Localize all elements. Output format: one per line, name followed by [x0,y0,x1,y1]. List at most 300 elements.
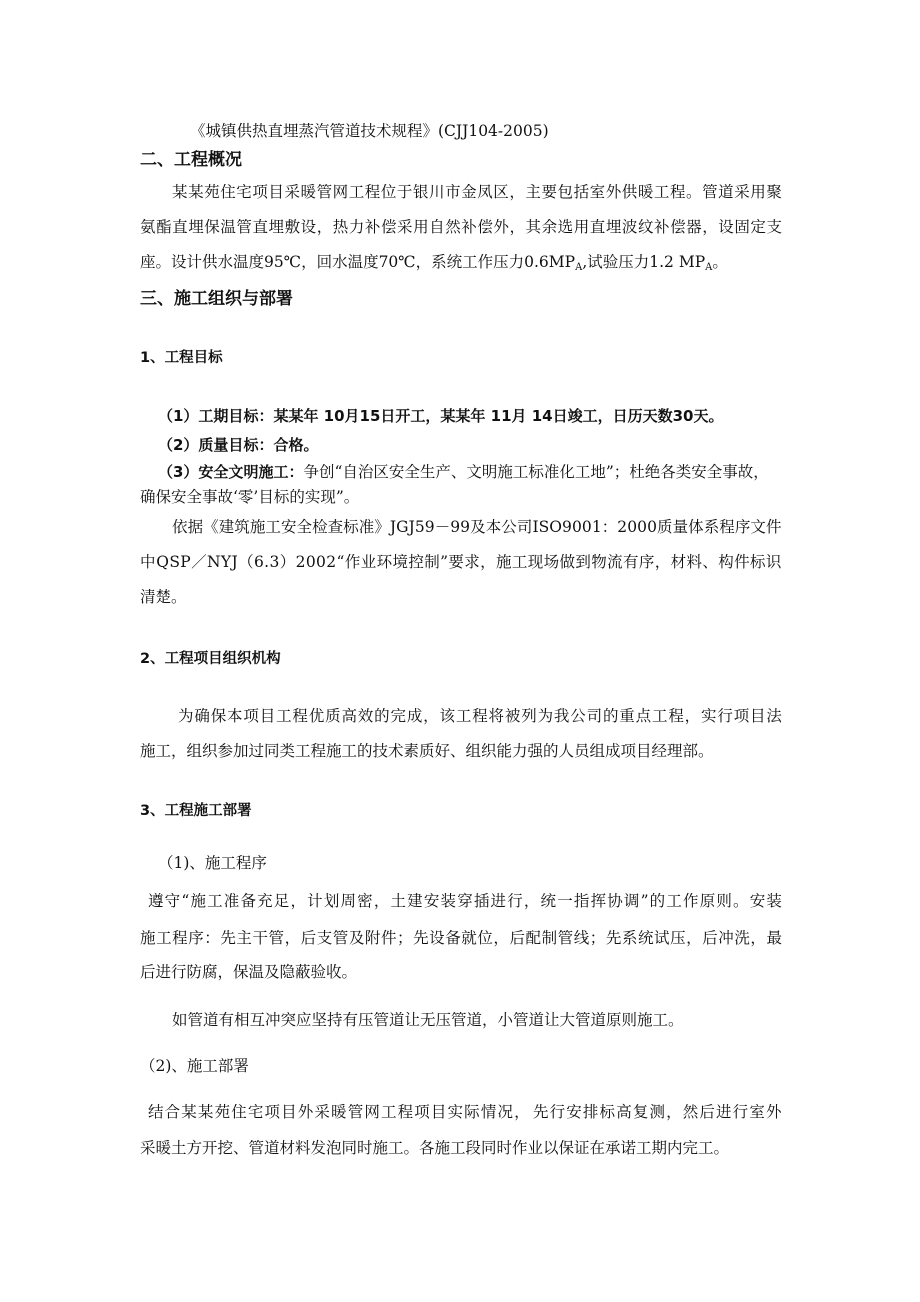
glyph: 装 [766,892,782,910]
glyph: 项 [414,1103,430,1121]
glyph: 然 [682,1103,699,1121]
glyph: 行 [717,707,733,725]
glyph: 现 [527,553,544,571]
glyph: 工 [380,1103,397,1121]
subheading-goals: 1、工程目标 [140,350,223,366]
glyph: Q [156,553,169,571]
glyph: 主 [236,929,252,947]
glyph: 其 [525,218,542,236]
glyph: 9 [562,518,572,536]
glyph: ） [279,553,296,571]
glyph: 结 [148,1103,164,1121]
procedure-line-3: 后进行防腐，保温及隐蔽验收。 [140,963,358,981]
glyph: 制 [424,553,440,571]
glyph: 括 [573,183,590,201]
glyph: 管 [236,218,252,236]
glyph: 直 [589,218,606,236]
glyph: 标 [599,1103,616,1121]
glyph: 目 [430,1103,447,1121]
glyph: 《 [203,518,219,536]
glyph: 用 [573,218,590,236]
glyph: 料 [686,553,702,571]
glyph: 据 [187,518,204,536]
glyph: 聚 [766,183,782,201]
glyph: 全 [296,518,313,536]
glyph: S [538,518,550,536]
glyph: 0 [305,553,316,571]
glyph: 系 [703,518,720,536]
overview-line-1 [172,182,782,202]
glyph: 建 [407,892,423,910]
glyph: 直 [252,218,268,236]
glyph: ， [523,892,540,910]
glyph: 实 [447,1103,464,1121]
glyph: 施 [495,553,512,571]
glyph: 统 [637,929,654,947]
glyph: 流 [607,553,623,571]
glyph: 进 [716,1103,732,1121]
glyph: 被 [504,707,521,725]
glyph: 酯 [156,218,172,236]
glyph: 协 [607,892,623,910]
glyph: 采 [397,218,413,236]
glyph: 安 [423,892,440,910]
glyph: 热 [332,218,349,236]
glyph: ， [480,553,496,571]
glyph: 2 [326,553,337,571]
glyph: 工 [666,892,682,910]
glyph: 0 [571,518,582,536]
glyph: 管 [557,929,574,947]
glyph: 挥 [590,892,607,910]
glyph: 支 [316,929,333,947]
glyph: 司 [516,518,533,536]
glyph: 成 [406,707,423,725]
glyph: 6 [253,553,264,571]
glyph: 场 [543,553,560,571]
glyph: 测 [649,1103,665,1121]
glyph: 的 [602,707,619,725]
glyph: 工 [265,518,281,536]
glyph: 某 [197,1103,214,1121]
glyph: 目 [750,707,766,725]
glyph: 住 [231,1103,247,1121]
glyph: ， [373,892,390,910]
glyph: 况 [497,1103,513,1121]
glyph: 目 [259,707,276,725]
glyph: 9 [460,518,471,536]
glyph: 最 [766,929,782,947]
glyph: 工 [207,892,223,910]
glyph: 保 [210,707,227,725]
glyph: 室 [749,1103,765,1121]
glyph: 先 [605,929,622,947]
glyph: 标 [343,518,359,536]
glyph: 我 [553,707,570,725]
glyph: 埋 [268,218,285,236]
glyph: ／ [191,553,207,571]
glyph: 于 [396,183,413,201]
glyph: 暖 [331,1103,347,1121]
glyph: 筑 [234,518,250,536]
glyph: 线 [573,929,590,947]
glyph: 构 [718,553,734,571]
glyph: 到 [575,553,591,571]
glyph: 调 [623,892,640,910]
sub-deployment: （2)、施工部署 [140,1057,249,1075]
glyph: J [389,518,397,536]
glyph: 埋 [605,218,622,236]
glyph: 保 [204,218,220,236]
glyph: 川 [429,183,445,201]
glyph: 做 [559,553,575,571]
glyph: 一 [557,892,573,910]
glyph: 埋 [188,218,204,236]
glyph: 位 [477,929,493,947]
glyph: 施 [190,892,206,910]
glyph: ， [514,1103,530,1121]
glyph: 准 [358,518,375,536]
glyph: 先 [532,1103,549,1121]
glyph: 土 [390,892,407,910]
glyph: 插 [473,892,490,910]
glyph: 序 [734,518,751,536]
glyph: 准 [223,892,240,910]
glyph: － [434,518,451,536]
glyph: 自 [429,218,445,236]
glyph: 安 [280,518,297,536]
glyph: 体 [688,518,704,536]
procedure-line-1 [148,891,782,911]
glyph: 进 [490,892,507,910]
glyph: ， [666,1103,682,1121]
glyph: 宅 [247,1103,264,1121]
glyph: 试 [654,929,670,947]
glyph: 密 [357,892,373,910]
glyph: 就 [461,929,477,947]
glyph: 标 [749,553,766,571]
glyph: 波 [621,218,638,236]
conflict-rule: 如管道有相互冲突应坚持有压管道让无压管道，小管道让大管道原则施工。 [172,1011,684,1029]
glyph: 则 [716,892,732,910]
glyph: 管 [332,929,349,947]
glyph: 项 [243,707,259,725]
glyph: ” [640,892,649,910]
glyph: 苑 [214,1103,231,1121]
glyph: 9 [424,518,435,536]
glyph: 的 [649,892,666,910]
glyph: 设 [300,218,317,236]
glyph: 5 [414,518,425,536]
glyph: 序 [638,553,655,571]
glyph: 要 [541,183,557,201]
glyph: 中 [140,553,156,571]
goal-quality: （2）质量目标：合格。 [158,436,319,454]
glyph: 位 [380,183,397,201]
glyph: 外 [765,1103,782,1121]
glyph: 余 [541,218,558,236]
glyph: 2 [617,518,628,536]
glyph: 备 [445,929,461,947]
glyph: 直 [172,218,188,236]
glyph: 道 [718,183,734,201]
glyph: 3 [269,553,280,571]
glyph: 建 [218,518,235,536]
glyph: 高 [341,707,357,725]
glyph: 某 [188,183,204,201]
glyph: 主 [525,183,541,201]
glyph: 固 [734,218,750,236]
glyph: 本 [227,707,243,725]
glyph: 装 [440,892,457,910]
glyph: 质 [657,518,673,536]
glyph: 重 [619,707,635,725]
glyph: 行 [732,1103,749,1121]
glyph: N [206,553,221,571]
glyph: 采 [734,183,750,201]
glyph: 效 [357,707,374,725]
glyph: 区 [493,183,509,201]
basis-line-3: 清楚。 [140,588,187,606]
glyph: 工 [156,929,172,947]
glyph: 补 [461,218,477,236]
glyph: 完 [390,707,406,725]
glyph: 偿 [380,218,397,236]
glyph: 项 [733,707,750,725]
glyph: 统 [540,892,557,910]
glyph: 守 [164,892,181,910]
glyph: 程 [364,183,381,201]
glyph: 后 [702,929,718,947]
glyph: 管 [702,183,718,201]
glyph: 工 [276,707,292,725]
glyph: 包 [557,183,574,201]
glyph: 冲 [718,929,734,947]
glyph: 压 [670,929,686,947]
glyph: 遵 [148,892,164,910]
glyph: 际 [464,1103,480,1121]
glyph: 穿 [457,892,473,910]
glyph: 计 [307,892,323,910]
glyph: 行 [549,1103,566,1121]
glyph: 支 [766,218,782,236]
glyph: 合 [164,1103,181,1121]
glyph: ， [684,707,701,725]
glyph: 境 [392,553,408,571]
glyph: 设 [429,929,445,947]
glyph: 件 [734,553,750,571]
glyph: 程 [669,183,686,201]
glyph: ； [397,929,413,947]
glyph: 然 [445,218,461,236]
glyph: 0 [637,518,648,536]
glyph: 该 [439,707,456,725]
glyph: 业 [360,553,377,571]
glyph: 程 [397,1103,414,1121]
glyph: 0 [581,518,592,536]
glyph: 足 [273,892,290,910]
glyph: 目 [268,183,284,201]
glyph: 项 [264,1103,280,1121]
glyph: 控 [408,553,424,571]
glyph: 配 [525,929,542,947]
glyph: 住 [220,183,236,201]
glyph: 行 [507,892,523,910]
glyph: 后 [509,929,525,947]
glyph: ， [702,218,718,236]
glyph: 将 [488,707,505,725]
glyph: 凤 [477,183,493,201]
glyph: 2 [295,553,306,571]
glyph: 纹 [637,218,654,236]
org-line-2: 施工，组织参加过同类工程施工的技术素质好、组织能力强的人员组成项目经理部。 [140,742,714,760]
glyph: Y [220,553,232,571]
glyph: 市 [445,183,461,201]
glyph: 9 [450,518,461,536]
glyph: 管 [316,183,333,201]
glyph: G [396,518,409,536]
glyph: 为 [178,707,194,725]
reference-line: 《城镇供热直埋蒸汽管道技术规程》(CJJ104-2005) [190,122,549,140]
glyph: 管 [347,1103,364,1121]
glyph: 采 [284,183,300,201]
glyph: 。 [733,892,749,910]
glyph: 实 [701,707,717,725]
goal-schedule: （1）工期目标：某某年 10月15日开工，某某年 11月 14日竣工，日历天数30天。 [158,407,724,425]
glyph: J [231,553,238,571]
glyph: 外 [605,183,622,201]
overview-line-2 [140,217,782,237]
glyph: 先 [413,929,429,947]
glyph: 材 [670,553,687,571]
glyph: ， [750,929,766,947]
glyph: 工 [653,183,670,201]
glyph: 补 [364,218,381,236]
glyph: 量 [672,518,689,536]
glyph: 的 [374,707,390,725]
glyph: 温 [220,218,236,236]
glyph: 确 [194,707,210,725]
glyph: 本 [485,518,502,536]
glyph: 法 [766,707,782,725]
subheading-org-structure: 2、工程项目组织机构 [140,651,281,667]
glyph: 施 [249,518,266,536]
glyph: 设 [718,218,734,236]
glyph: 外 [297,1103,314,1121]
subheading-deployment: 3、工程施工部署 [140,803,252,819]
glyph: 制 [541,929,558,947]
glyph: 后 [300,929,317,947]
glyph: 作 [344,553,361,571]
glyph: 安 [749,892,766,910]
glyph: 依 [172,518,188,536]
glyph: 件 [765,518,782,536]
glyph: 情 [480,1103,497,1121]
glyph: 外 [493,218,509,236]
glyph: S [169,553,180,571]
glyph: 氨 [140,218,156,236]
glyph: 质 [325,707,341,725]
glyph: 偿 [670,218,686,236]
glyph: 器 [686,218,702,236]
glyph: 有 [622,553,639,571]
glyph: 1 [591,518,602,536]
glyph: 定 [750,218,766,236]
glyph: 暖 [300,183,317,201]
glyph: 环 [376,553,393,571]
glyph: 后 [699,1103,715,1121]
glyph: 项 [252,183,268,201]
glyph: 为 [537,707,554,725]
glyph: 补 [654,218,670,236]
glyph: ， [423,707,439,725]
glyph: ， [284,929,301,947]
goal-safety: （3）安全文明施工：争创“自治区安全生产、文明施工标准化工地”；杜绝各类安全事故， [158,463,769,481]
glyph: 。 [686,183,702,201]
glyph: 识 [765,553,782,571]
basis-line-2 [140,552,782,572]
glyph: 程 [472,707,488,725]
glyph: P [180,553,191,571]
glyph: 、 [702,553,718,571]
glyph: 程 [719,518,735,536]
plan-line-2: 采暖土方开挖、管道材料发泡同时施工。各施工段同时作业以保证在承诺工期内完工。 [140,1139,730,1157]
glyph: 室 [589,183,606,201]
glyph: 金 [461,183,477,201]
glyph: 管 [268,929,285,947]
glyph: 复 [632,1103,649,1121]
glyph: 充 [257,892,273,910]
glyph: 洗 [734,929,750,947]
glyph: ” [440,553,448,571]
glyph: （ [238,553,254,571]
glyph: 工 [511,553,528,571]
glyph: ： [204,929,220,947]
glyph: 列 [521,707,537,725]
glyph: 备 [240,892,256,910]
glyph: 程 [172,929,188,947]
glyph: ： [601,518,618,536]
glyph: 力 [348,218,365,236]
glyph: 点 [635,707,652,725]
glyph: 用 [750,183,766,201]
glyph: 干 [252,929,268,947]
glyph: ， [316,218,333,236]
section-heading-organization: 三、施工组织与部署 [140,289,293,309]
glyph: 司 [586,707,603,725]
glyph: I [532,518,539,536]
glyph: 目 [281,1103,297,1121]
glyph: 宅 [236,183,252,201]
glyph: 采 [314,1103,330,1121]
glyph: 苑 [204,183,220,201]
glyph: “ [181,892,190,910]
glyph: 敷 [284,218,301,236]
glyph: 先 [220,929,236,947]
glyph: 网 [332,183,349,201]
glyph: 程 [668,707,684,725]
glyph: “ [336,553,345,571]
glyph: 求 [464,553,480,571]
glyph: 0 [647,518,657,536]
glyph: 偿 [477,218,493,236]
glyph: 高 [616,1103,632,1121]
glyph: 公 [501,518,517,536]
basis-line-1 [172,517,782,537]
glyph: 供 [621,183,638,201]
glyph: 银 [412,183,429,201]
glyph: 选 [557,218,574,236]
